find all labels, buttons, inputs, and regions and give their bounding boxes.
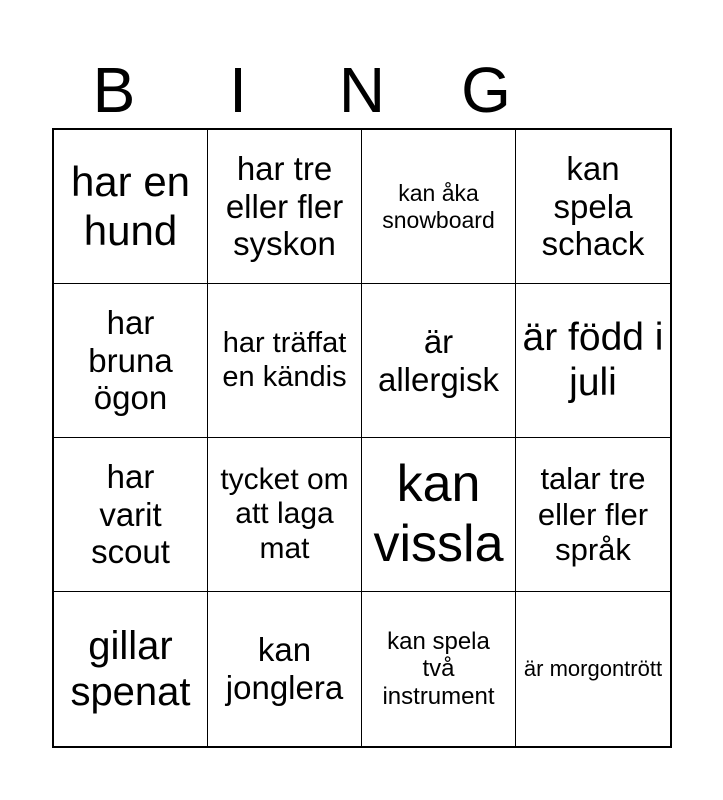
cell-text: kan spela två instrument: [382, 627, 495, 710]
bingo-cell[interactable]: [516, 284, 670, 438]
bingo-cell[interactable]: [516, 592, 670, 746]
bingo-cell[interactable]: [208, 592, 362, 746]
bingo-cell[interactable]: [516, 438, 670, 592]
bingo-cell[interactable]: [208, 130, 362, 284]
cell-text: kan vissla: [373, 454, 504, 573]
header-letter-b: B: [92, 54, 136, 126]
cell-text: är född i juli: [522, 315, 664, 404]
bingo-cell[interactable]: [362, 592, 516, 746]
bingo-cell[interactable]: [54, 592, 208, 746]
bingo-cell[interactable]: [54, 130, 208, 284]
cell-text: kan åka snowboard: [382, 180, 495, 233]
cell-text: är morgontrött: [523, 656, 663, 682]
cell-text: är allergisk: [377, 322, 500, 398]
cell-text: gillar spenat: [70, 624, 191, 714]
cell-text: talar tre eller fler språk: [537, 461, 649, 568]
bingo-cell[interactable]: [362, 130, 516, 284]
bingo-cell[interactable]: [54, 438, 208, 592]
header-letter-n: N: [338, 54, 386, 126]
cell-text: har varit scout: [91, 457, 170, 571]
bingo-cell[interactable]: [208, 284, 362, 438]
bingo-cell[interactable]: [208, 438, 362, 592]
header-letter-g: G: [461, 54, 511, 126]
cell-text: kan jonglera: [225, 631, 344, 706]
cell-text: kan spela schack: [541, 149, 645, 263]
cell-text: har bruna ögon: [88, 303, 173, 417]
cell-text: har träffat en kändis: [222, 327, 347, 393]
header-letter-i: I: [229, 54, 247, 126]
bingo-cell[interactable]: [54, 284, 208, 438]
bingo-cell[interactable]: [362, 438, 516, 592]
cell-text: tycket om att laga mat: [220, 462, 349, 565]
bingo-header: [52, 52, 672, 128]
cell-text: har tre eller fler syskon: [225, 149, 344, 263]
cell-text: har en hund: [70, 158, 191, 254]
bingo-board: [52, 128, 672, 748]
bingo-cell[interactable]: [516, 130, 670, 284]
bingo-cell[interactable]: [362, 284, 516, 438]
